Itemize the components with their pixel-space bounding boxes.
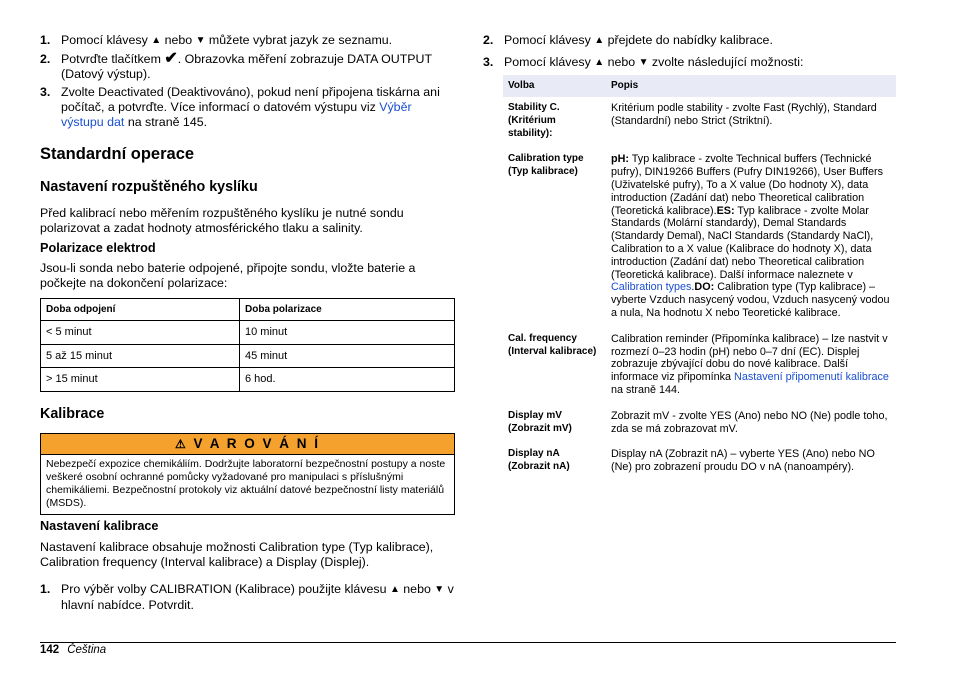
step-text: Pomocí klávesy bbox=[504, 55, 595, 69]
table-cell: 6 hod. bbox=[240, 368, 455, 392]
step-number: 1. bbox=[40, 33, 51, 47]
description-text: DO: bbox=[694, 281, 715, 294]
option-description bbox=[606, 405, 896, 444]
step-text: na straně 145. bbox=[124, 115, 208, 129]
heading-kalibrace: Kalibrace bbox=[40, 406, 105, 422]
table-row bbox=[503, 148, 896, 327]
description-text: Calibration reminder (Připomínka kalibrace) – lze nastvit v rozmezí 0–23 hodin (pH) nebo 0–7 dní (EC). Displej zobrazuje zbývající dobu do nové kalibrace. Další informace viz připomínka bbox=[611, 332, 888, 384]
option-name: Calibration type (Typ kalibrace) bbox=[508, 153, 584, 178]
steps-right bbox=[483, 32, 896, 72]
table-row bbox=[503, 97, 896, 148]
up-arrow-icon: ▲ bbox=[389, 584, 400, 595]
heading-nastaveni-kysliku: Nastavení rozpuštěného kyslíku bbox=[40, 179, 258, 195]
warning-header bbox=[41, 434, 454, 455]
table-header-row bbox=[41, 299, 455, 321]
step-text: Potvrďte tlačítkem bbox=[61, 52, 165, 66]
warning-icon: ⚠ bbox=[174, 437, 188, 451]
table-cell: 5 až 15 minut bbox=[41, 344, 240, 368]
option-name: Cal. frequency (Interval kalibrace) bbox=[508, 332, 597, 357]
table-cell: > 15 minut bbox=[41, 368, 240, 392]
step-text: Zvolte Deactivated (Deaktivováno), pokud není připojena tiskárna ani počítač, a potvrďte. Více informací o datovém výstupu viz bbox=[61, 85, 440, 114]
description-text: . bbox=[691, 281, 695, 294]
col-header-popis: Popis bbox=[606, 75, 896, 97]
step-1-calibration bbox=[40, 582, 455, 613]
up-arrow-icon: ▲ bbox=[594, 35, 605, 46]
steps-top bbox=[40, 32, 455, 130]
down-arrow-icon: ▼ bbox=[434, 584, 445, 595]
description-text: Calibration type (Typ kalibrace) – vyberte Vzduch nasycený vodou, Vzduch nasycený vodou a nula, Na hodnotu X nebo Teoretické kalibrace. bbox=[611, 281, 890, 319]
option-description bbox=[606, 443, 896, 482]
step-number: 2. bbox=[483, 33, 494, 47]
table-row bbox=[41, 344, 455, 368]
step-text: zvolte následující možnosti: bbox=[648, 55, 804, 69]
option-name: Display mV (Zobrazit mV) bbox=[508, 409, 572, 434]
down-arrow-icon: ▼ bbox=[638, 57, 649, 68]
step-text: Pomocí klávesy bbox=[61, 33, 152, 47]
step-text: Pro výběr volby CALIBRATION (Kalibrace) použijte klávesu bbox=[61, 582, 390, 596]
step-number: 3. bbox=[40, 85, 51, 99]
para-polarizace: Jsou-li sonda nebo baterie odpojené, připojte sondu, vložte baterie a počkejte na dokončení polarizace: bbox=[40, 261, 416, 290]
calibration-options-table bbox=[503, 75, 896, 482]
table-row bbox=[41, 368, 455, 392]
step-number: 2. bbox=[40, 52, 51, 66]
table-cell: 45 minut bbox=[240, 344, 455, 368]
step-text: . Obrazovka měření zobrazuje DATA OUTPUT (Datový výstup). bbox=[61, 52, 432, 81]
description-text: Zobrazit mV - zvolte YES (Ano) nebo NO (Ne) podle toho, zda se má zobrazovat mV. bbox=[611, 409, 888, 435]
option-name: Display nA (Zobrazit nA) bbox=[508, 448, 570, 473]
up-arrow-icon: ▲ bbox=[594, 57, 605, 68]
warning-text: Nebezpečí expozice chemikáliím. Dodržujte laboratorní bezpečnostní postupy a noste veškeré osobní ochranné pomůcky vyžadované pro manipulaci s příslušnými chemikáliemi. Bezpečnostní protokoly viz aktuální datové bezpečnostní listy materiálů (MSDS). bbox=[46, 458, 446, 509]
step-text: nebo bbox=[161, 33, 196, 47]
para-nastaveni: Před kalibrací nebo měřením rozpuštěného kyslíku je nutné sondu polarizovat a zadat hodnoty atmosférického tlaku a salinity. bbox=[40, 206, 404, 235]
options-table-body bbox=[503, 97, 896, 482]
table-header-row bbox=[503, 75, 896, 97]
description-text: na straně 144. bbox=[611, 383, 681, 396]
option-description bbox=[606, 97, 896, 148]
table-row bbox=[41, 321, 455, 345]
table-cell: 10 minut bbox=[240, 321, 455, 345]
warning-title: V A R O V Á N Í bbox=[193, 436, 321, 451]
step-2 bbox=[483, 32, 896, 50]
col-header-volba: Volba bbox=[503, 75, 606, 97]
para-nastaveni-kalibrace: Nastavení kalibrace obsahuje možnosti Calibration type (Typ kalibrace), Calibration frequency (Interval kalibrace) a Display (Displej). bbox=[40, 540, 434, 569]
table-cell: < 5 minut bbox=[41, 321, 240, 345]
description-link[interactable]: Nastavení připomenutí kalibrace bbox=[734, 371, 889, 384]
option-description bbox=[606, 148, 896, 327]
heading-standardni-operace: Standardní operace bbox=[40, 145, 195, 163]
table-row bbox=[503, 405, 896, 444]
description-text: Typ kalibrace - zvolte Technical buffers (Technické pufry), DIN19266 Buffers (Pufry DIN19266), User Buffers (Uživatelské pufry), To a X value (Do hodnoty X), data introduction (Zadání dat) nebo Theoretical calibration (Teoretická kalibrace). bbox=[611, 153, 884, 217]
warning-box bbox=[40, 433, 455, 515]
step-number: 3. bbox=[483, 55, 494, 69]
col-header: Doba odpojení bbox=[41, 299, 240, 321]
description-text: pH: bbox=[611, 153, 629, 166]
col-header: Doba polarizace bbox=[240, 299, 455, 321]
step-text: můžete vybrat jazyk ze seznamu. bbox=[205, 33, 393, 47]
steps-bottom bbox=[40, 582, 455, 613]
step-text: nebo bbox=[399, 582, 435, 596]
up-arrow-icon: ▲ bbox=[151, 35, 162, 46]
step-text: Pomocí klávesy bbox=[504, 33, 595, 47]
option-description bbox=[606, 328, 896, 405]
polarization-table bbox=[40, 298, 455, 392]
step-text: přejdete do nabídky kalibrace. bbox=[604, 33, 773, 47]
option-name: Stability C. (Kritérium stability): bbox=[508, 102, 560, 139]
heading-nastaveni-kalibrace: Nastavení kalibrace bbox=[40, 519, 159, 533]
description-text: Kritérium podle stability - zvolte Fast (Rychlý), Standard (Standardní) nebo Strict (Striktní). bbox=[611, 102, 877, 127]
step-1 bbox=[40, 32, 455, 50]
step-3 bbox=[483, 54, 896, 72]
description-link[interactable]: Calibration types bbox=[611, 281, 692, 294]
link-vyber-vystupu-dat[interactable]: Výběr výstupu dat bbox=[61, 100, 412, 129]
description-text: ES: bbox=[716, 204, 735, 217]
description-text: Display nA (Zobrazit nA) – vyberte YES (Ano) nebo NO (Ne) pro zobrazení proudu DO v nA (nanoampéry). bbox=[611, 448, 875, 474]
footer bbox=[40, 644, 106, 656]
footer-rule bbox=[40, 642, 896, 643]
table-row bbox=[503, 443, 896, 482]
step-text: nebo bbox=[604, 55, 639, 69]
step-number: 1. bbox=[40, 582, 51, 596]
heading-polarizace: Polarizace elektrod bbox=[40, 241, 156, 255]
step-2 bbox=[40, 52, 455, 82]
table-row bbox=[503, 328, 896, 405]
footer-language: Čeština bbox=[67, 644, 107, 656]
page-number: 142 bbox=[40, 644, 60, 656]
description-text: Typ kalibrace - zvolte Molar Standards (Molární standardy), Demal Standards (Standardy Demal), NaCl Standards (Standardy NaCl), Calibration to a X value (Kalibrace do hodnoty X), data introduction (Zadání dat) nebo Theoretical calibration (Teoretická kalibrace). Další informace naleznete v bbox=[611, 204, 874, 281]
step-3 bbox=[40, 85, 455, 130]
step-text: v hlavní nabídce. Potvrdit. bbox=[61, 582, 454, 612]
checkmark-icon: ✔ bbox=[164, 50, 178, 67]
down-arrow-icon: ▼ bbox=[195, 35, 206, 46]
